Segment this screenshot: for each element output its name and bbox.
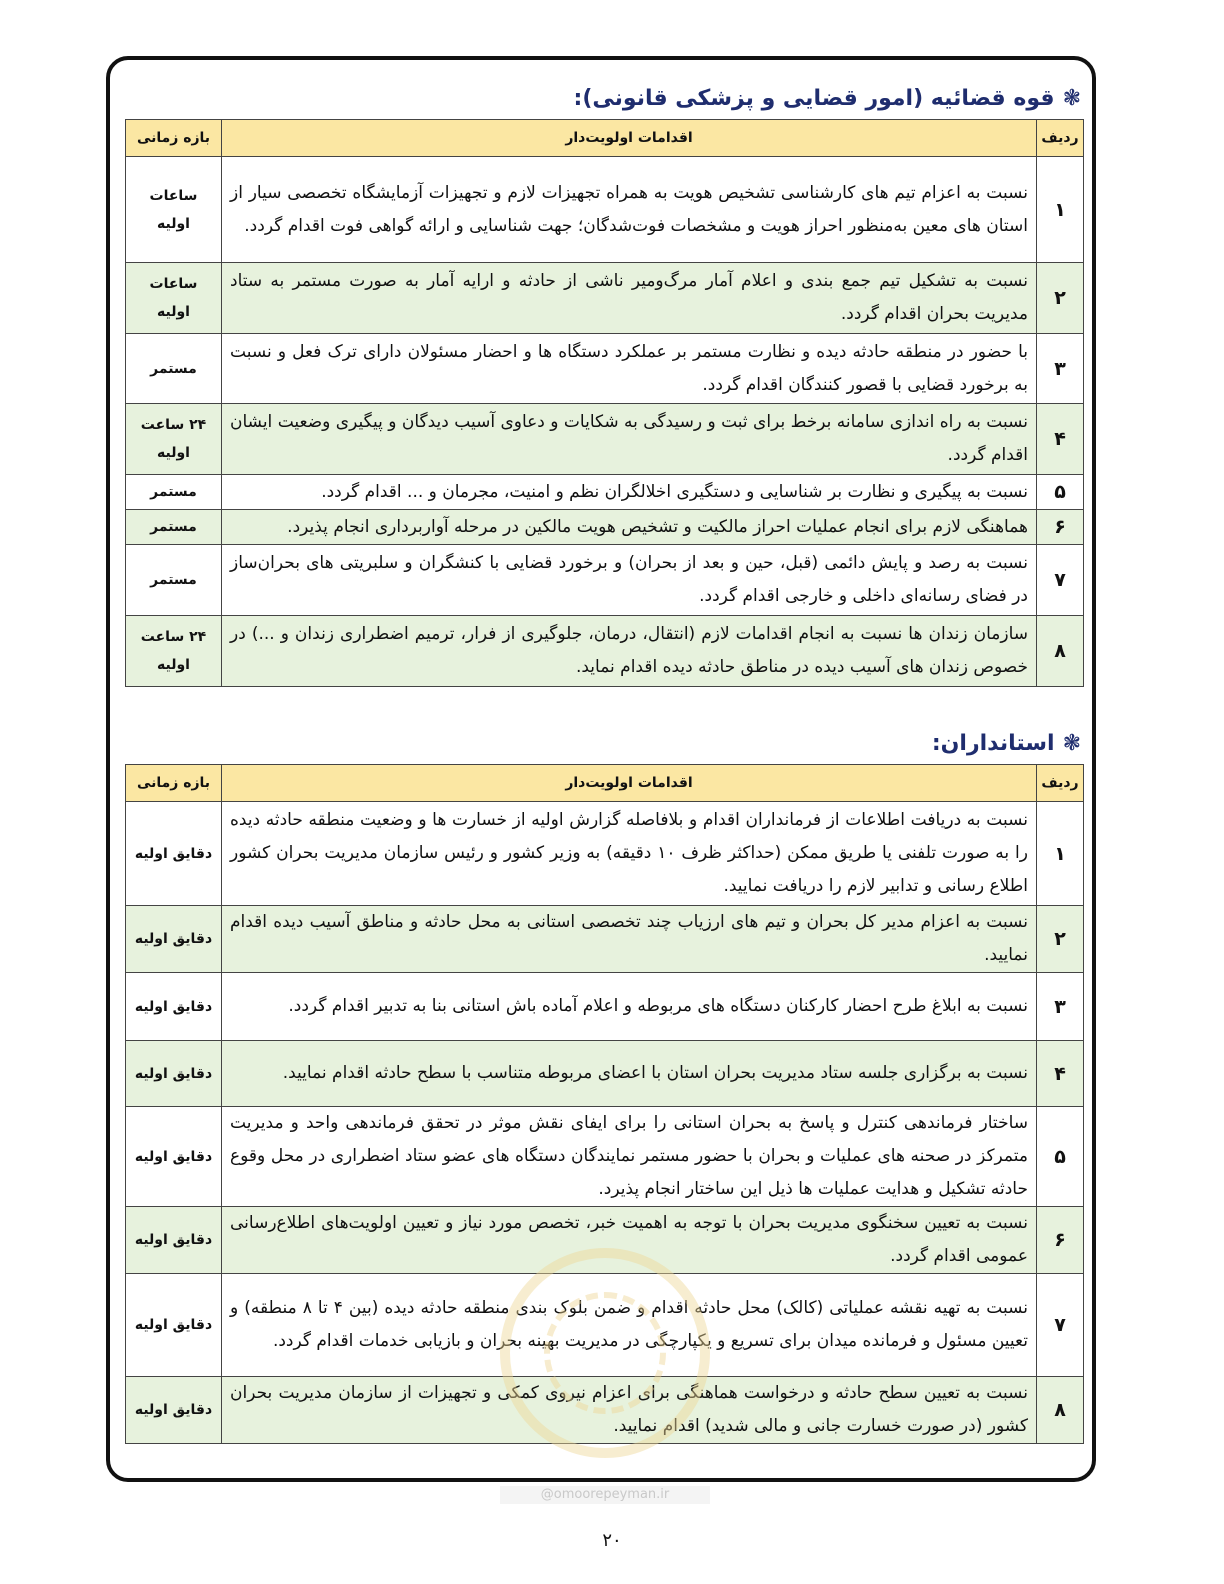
row-number: ۴ bbox=[1037, 404, 1084, 475]
section-title-judiciary bbox=[574, 86, 1081, 111]
table-row bbox=[126, 263, 1084, 334]
header-timeframe: بازه زمانی bbox=[126, 765, 222, 802]
judiciary-actions-table bbox=[125, 119, 1084, 687]
table-row bbox=[126, 1274, 1084, 1377]
row-timeframe: مستمر bbox=[126, 545, 222, 616]
row-action-text: ساختار فرماندهی کنترل و پاسخ به بحران استانی را برای ایفای نقش موثر در تحقق فرماندهی واحد و مدیریت متمرکز در صحنه های عملیات و بحران با حضور مستمر نمایندگان دستگاه های عضو ستاد اضطراری در محل وقوع حادثه تشکیل و هدایت عملیات ها ذیل این ساختار انجام پذیرد. bbox=[222, 1107, 1037, 1207]
section-title-text: قوه قضائیه (امور قضایی و پزشکی قانونی): bbox=[573, 86, 1055, 111]
row-timeframe: مستمر bbox=[126, 475, 222, 510]
watermark-site: @omoorepeyman.ir bbox=[500, 1486, 710, 1504]
row-action-text: نسبت به ابلاغ طرح احضار کارکنان دستگاه های مربوطه و اعلام آماده باش استانی بنا به تدبیر اقدام گردد. bbox=[222, 973, 1037, 1041]
row-action-text: نسبت به دریافت اطلاعات از فرمانداران اقدام و بلافاصله گزارش اولیه از خسارت ها و وضعیت منطقه حادثه دیده را به صورت تلفنی یا طریق ممکن (حداکثر ظرف ۱۰ دقیقه) به وزیر کشور و رئیس سازمان مدیریت بحران کشور اطلاع رسانی و تدابیر لازم را دریافت نمایید. bbox=[222, 802, 1037, 906]
row-timeframe: دقایق اولیه bbox=[126, 1041, 222, 1107]
header-actions: اقدامات اولویت‌دار bbox=[222, 120, 1037, 157]
header-actions: اقدامات اولویت‌دار bbox=[222, 765, 1037, 802]
header-row-number: ردیف bbox=[1037, 120, 1084, 157]
table-row bbox=[126, 475, 1084, 510]
table-row bbox=[126, 1107, 1084, 1207]
row-timeframe: دقایق اولیه bbox=[126, 973, 222, 1041]
row-action-text: نسبت به تعیین سخنگوی مدیریت بحران با توجه به اهمیت خبر، تخصص مورد نیاز و تعیین اولویت‌های اطلاع‌رسانی عمومی اقدام گردد. bbox=[222, 1207, 1037, 1274]
table-row bbox=[126, 1041, 1084, 1107]
table-row bbox=[126, 906, 1084, 973]
row-action-text: نسبت به تشکیل تیم جمع بندی و اعلام آمار مرگ‌ومیر ناشی از حادثه و ارایه آمار به صورت مستمر به ستاد مدیریت بحران اقدام گردد. bbox=[222, 263, 1037, 334]
row-number: ۸ bbox=[1037, 1377, 1084, 1444]
row-timeframe: دقایق اولیه bbox=[126, 802, 222, 906]
row-number: ۶ bbox=[1037, 1207, 1084, 1274]
row-action-text: نسبت به اعزام تیم های کارشناسی تشخیص هویت به همراه تجهیزات لازم و تجهیزات آزمایشگاه تخصصی سیار از استان های معین به‌منظور احراز هویت و مشخصات فوت‌شدگان؛ جهت شناسایی و ارائه گواهی فوت اقدام گردد. bbox=[222, 157, 1037, 263]
row-number: ۳ bbox=[1037, 973, 1084, 1041]
table-row bbox=[126, 545, 1084, 616]
row-action-text: نسبت به رصد و پایش دائمی (قبل، حین و بعد از بحران) و برخورد قضایی با کنشگران و سلبریتی های بحران‌ساز در فضای رسانه‌ای داخلی و خارجی اقدام گردد. bbox=[222, 545, 1037, 616]
row-number: ۲ bbox=[1037, 263, 1084, 334]
row-number: ۱ bbox=[1037, 802, 1084, 906]
governors-actions-table bbox=[125, 764, 1084, 1444]
table-row bbox=[126, 334, 1084, 404]
header-row-number: ردیف bbox=[1037, 765, 1084, 802]
row-timeframe: مستمر bbox=[126, 334, 222, 404]
row-number: ۵ bbox=[1037, 1107, 1084, 1207]
row-timeframe: دقایق اولیه bbox=[126, 1107, 222, 1207]
row-number: ۲ bbox=[1037, 906, 1084, 973]
table-header-row bbox=[126, 120, 1084, 157]
row-action-text: با حضور در منطقه حادثه دیده و نظارت مستمر بر عملکرد دستگاه ها و احضار مسئولان دارای ترک فعل و نسبت به برخورد قضایی با قصور کنندگان اقدام گردد. bbox=[222, 334, 1037, 404]
page-number: ۲۰ bbox=[602, 1530, 622, 1551]
section-title-text: استانداران: bbox=[931, 731, 1055, 756]
row-timeframe: ساعات اولیه bbox=[126, 157, 222, 263]
table-header-row bbox=[126, 765, 1084, 802]
table-row bbox=[126, 802, 1084, 906]
row-number: ۷ bbox=[1037, 545, 1084, 616]
row-number: ۴ bbox=[1037, 1041, 1084, 1107]
row-number: ۵ bbox=[1037, 475, 1084, 510]
row-action-text: نسبت به پیگیری و نظارت بر شناسایی و دستگیری اخلالگران نظم و امنیت، مجرمان و ... اقدام گردد. bbox=[222, 475, 1037, 510]
table-row bbox=[126, 1377, 1084, 1444]
table-row bbox=[126, 1207, 1084, 1274]
row-action-text: نسبت به تهیه نقشه عملیاتی (کالک) محل حادثه اقدام و ضمن بلوک بندی منطقه حادثه دیده (بین ۴ تا ۸ منطقه) و تعیین مسئول و فرمانده میدان برای تسریع و یکپارچگی در مدیریت بهینه بحران و بازیابی خدمات اقدام گردد. bbox=[222, 1274, 1037, 1377]
row-timeframe: دقایق اولیه bbox=[126, 1377, 222, 1444]
row-timeframe: ساعات اولیه bbox=[126, 263, 222, 334]
row-number: ۳ bbox=[1037, 334, 1084, 404]
row-timeframe: دقایق اولیه bbox=[126, 906, 222, 973]
row-timeframe: دقایق اولیه bbox=[126, 1207, 222, 1274]
row-timeframe: مستمر bbox=[126, 510, 222, 545]
row-timeframe: ۲۴ ساعت اولیه bbox=[126, 404, 222, 475]
row-timeframe: ۲۴ ساعت اولیه bbox=[126, 616, 222, 687]
row-number: ۶ bbox=[1037, 510, 1084, 545]
header-timeframe: بازه زمانی bbox=[126, 120, 222, 157]
row-action-text: نسبت به برگزاری جلسه ستاد مدیریت بحران استان با اعضای مربوطه متناسب با سطح حادثه اقدام نمایید. bbox=[222, 1041, 1037, 1107]
row-action-text: سازمان زندان ها نسبت به انجام اقدامات لازم (انتقال، درمان، جلوگیری از فرار، ترمیم اضطراری زندان و ...) در خصوص زندان های آسیب دیده در مناطق حادثه دیده اقدام نماید. bbox=[222, 616, 1037, 687]
row-action-text: نسبت به اعزام مدیر کل بحران و تیم های ارزیاب چند تخصصی استانی به محل حادثه و مناطق آسیب دیده اقدام نمایید. bbox=[222, 906, 1037, 973]
row-action-text: نسبت به تعیین سطح حادثه و درخواست هماهنگی برای اعزام نیروی کمکی و تجهیزات از سازمان مدیریت بحران کشور (در صورت خسارت جانی و مالی شدید) اقدام نمایید. bbox=[222, 1377, 1037, 1444]
table-row bbox=[126, 616, 1084, 687]
row-number: ۷ bbox=[1037, 1274, 1084, 1377]
row-action-text: نسبت به راه اندازی سامانه برخط برای ثبت و رسیدگی به شکایات و دعاوی آسیب دیدگان و پیگیری وضعیت ایشان اقدام گردد. bbox=[222, 404, 1037, 475]
table-row bbox=[126, 510, 1084, 545]
bullet-star-icon: ❃ bbox=[1062, 86, 1081, 111]
section-title-governors bbox=[932, 731, 1081, 756]
table-row bbox=[126, 157, 1084, 263]
table-row bbox=[126, 973, 1084, 1041]
row-number: ۸ bbox=[1037, 616, 1084, 687]
table-row bbox=[126, 404, 1084, 475]
row-timeframe: دقایق اولیه bbox=[126, 1274, 222, 1377]
bullet-star-icon: ❃ bbox=[1062, 731, 1081, 756]
row-action-text: هماهنگی لازم برای انجام عملیات احراز مالکیت و تشخیص هویت مالکین در مرحله آواربرداری انجام پذیرد. bbox=[222, 510, 1037, 545]
row-number: ۱ bbox=[1037, 157, 1084, 263]
